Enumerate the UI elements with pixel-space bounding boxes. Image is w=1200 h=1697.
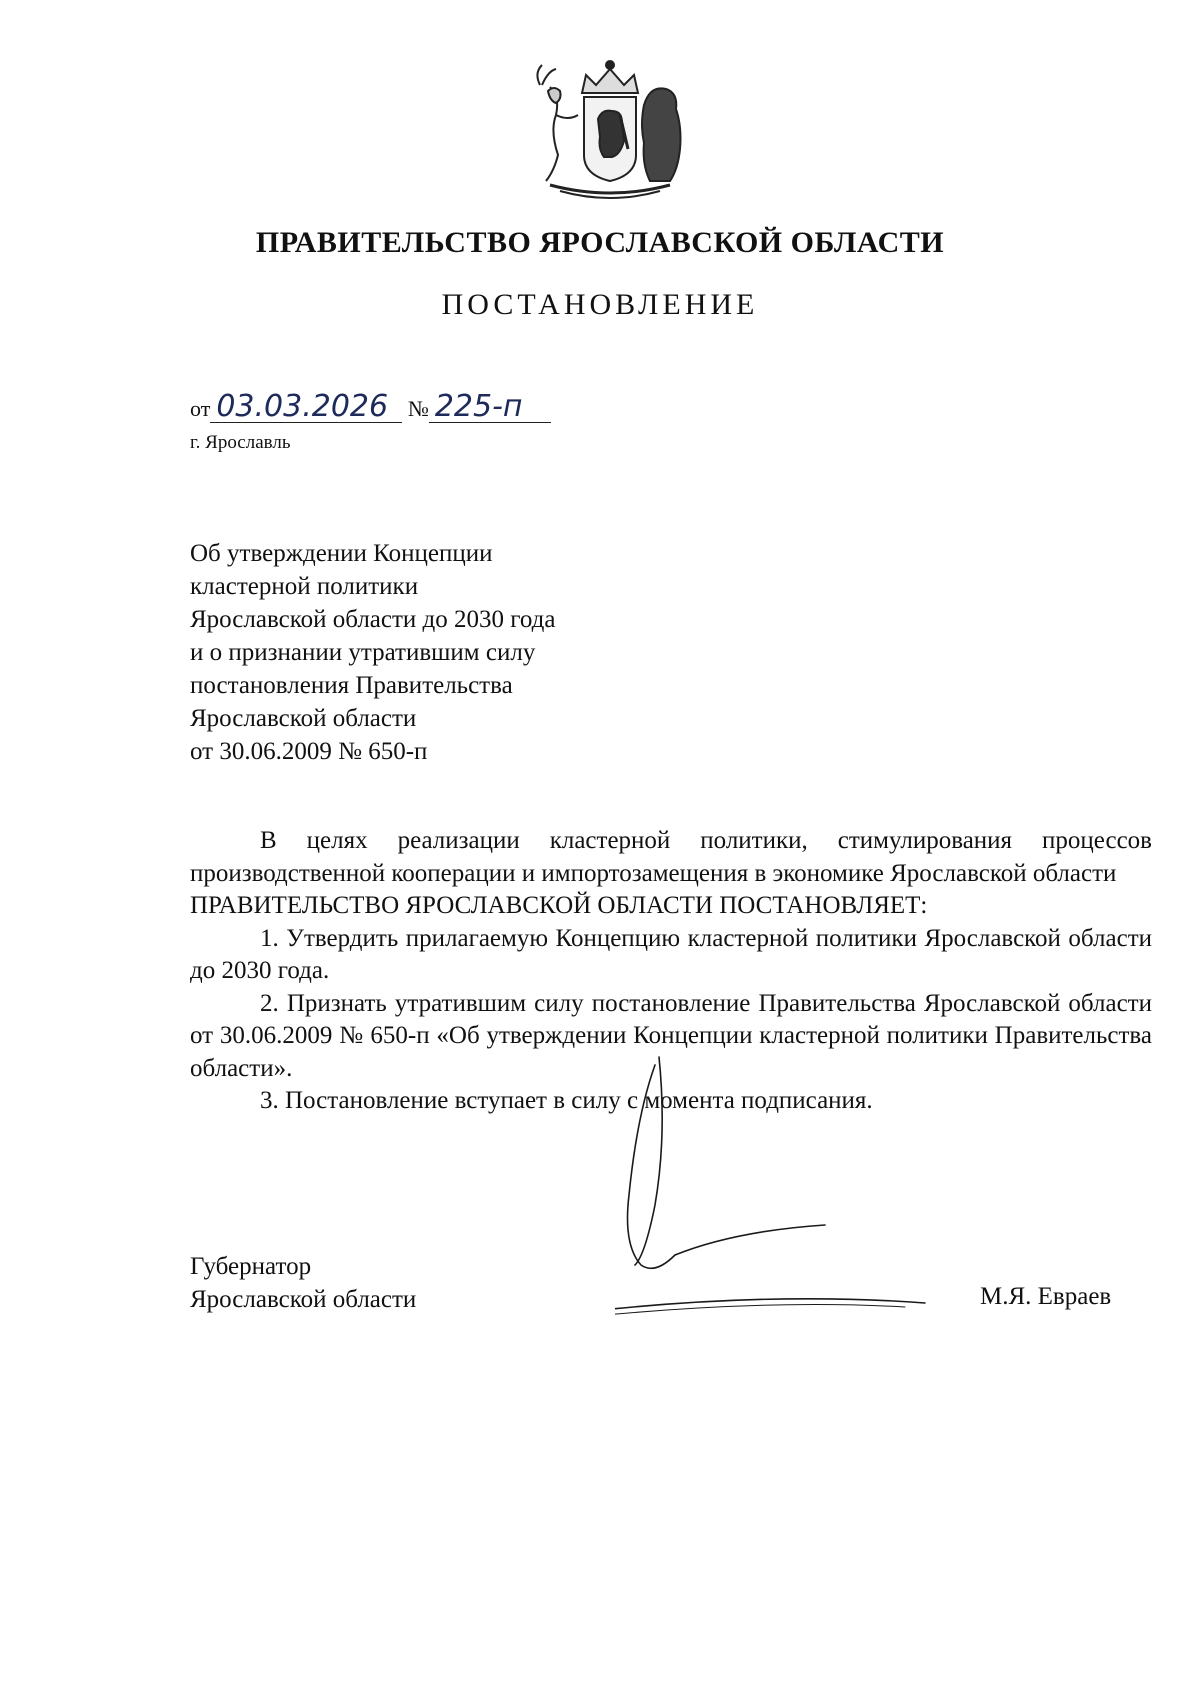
subject-line: кластерной политики [190, 573, 419, 600]
document-subject [190, 537, 556, 768]
item-2: 2. Признать утратившим силу постановление Правительства Ярославской области от 30.06.2009 № 650-п «Об утверждении Концепции кластерной политики Правительства области». [190, 989, 1152, 1082]
coat-of-arms-icon [520, 45, 700, 205]
subject-line: от 30.06.2009 № 650-п [190, 738, 428, 765]
number-prefix: № [407, 396, 429, 421]
position-line: Губернатор [190, 1253, 312, 1280]
position-line: Ярославской области [190, 1286, 417, 1313]
subject-line: Об утверждении Концепции [190, 540, 493, 567]
subject-line: Ярославской области до 2030 года [190, 606, 556, 633]
subject-line: Ярославской области [190, 705, 417, 732]
subject-line: постановления Правительства [190, 672, 513, 699]
preamble: В целях реализации кластерной политики, стимулирования процессов производственной кооперации и импортозамещения в экономике Ярославской области [190, 827, 1152, 887]
document-type: ПОСТАНОВЛЕНИЕ [441, 288, 759, 321]
date-prefix: от [190, 396, 211, 421]
government-title: ПРАВИТЕЛЬСТВО ЯРОСЛАВСКОЙ ОБЛАСТИ [255, 226, 945, 259]
item-1: 1. Утвердить прилагаемую Концепцию кластерной политики Ярославской области до 2030 года. [190, 924, 1152, 984]
date-value: 03.03.2026 [210, 392, 402, 423]
resolves-clause: ПРАВИТЕЛЬСТВО ЯРОСЛАВСКОЙ ОБЛАСТИ ПОСТАНОВЛЯЕТ: [190, 892, 928, 919]
city: г. Ярославль [190, 432, 291, 453]
number-value: 225-п [429, 392, 551, 423]
registration-line [190, 389, 551, 424]
item-3: 3. Постановление вступает в силу с момента подписания. [260, 1087, 873, 1114]
subject-line: и о признании утратившим силу [190, 639, 536, 666]
signer-position [190, 1250, 416, 1316]
signer-name: М.Я. Евраев [980, 1283, 1112, 1310]
signature-icon [615, 1055, 1035, 1385]
